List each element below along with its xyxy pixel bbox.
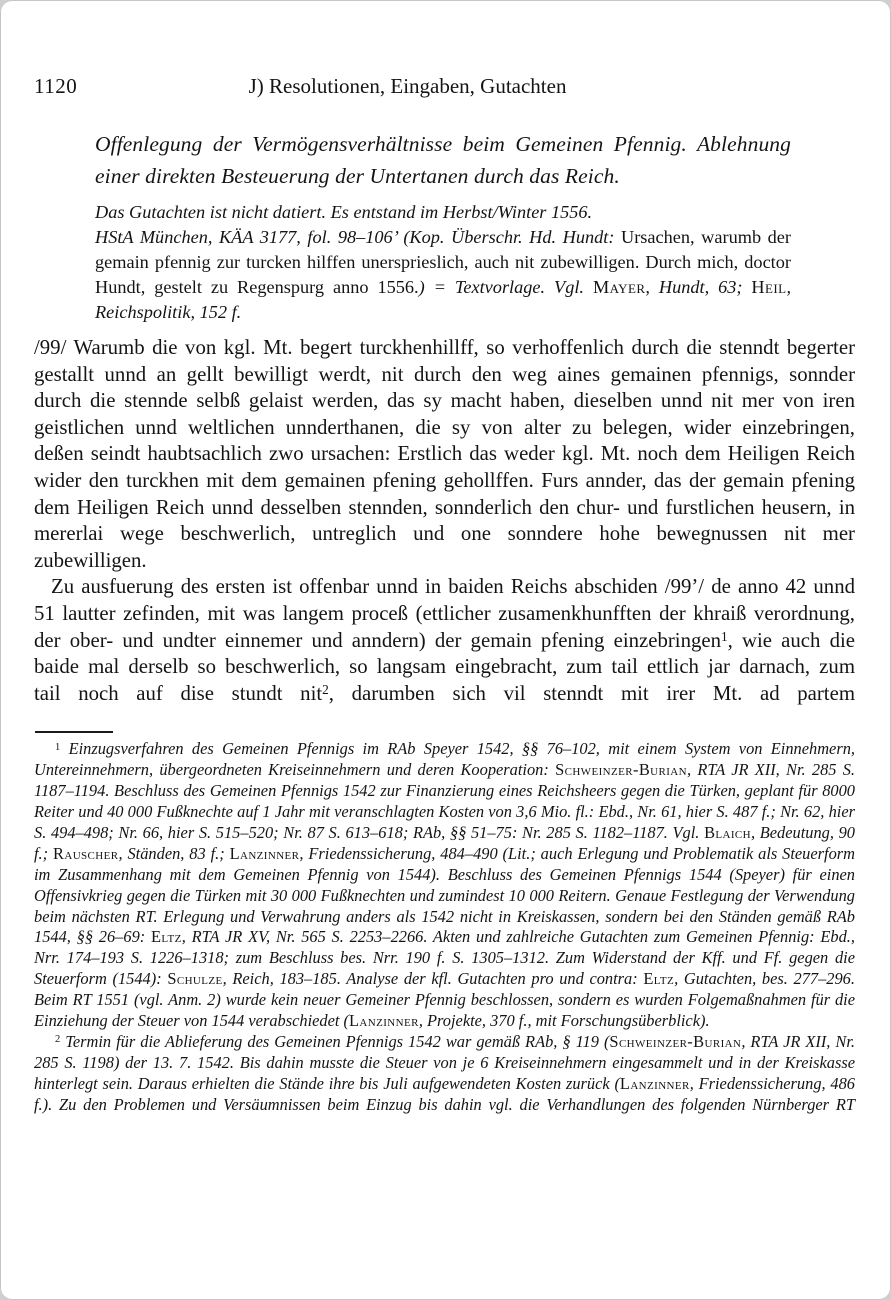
body-paragraph-1: /99/ Warumb die von kgl. Mt. begert turckhenhillff, so verhoffenlich durch die stenndt begerter gestallt unnd an gellt bewilligt werdt, nit durch den weg aines gemainen pfennigs, sonnder durch die stennde selbß gelaist werden, das sy macht haben, dieselben unnd nit mer von iren geistlichen unnd weltlichen unnderthanen, die sy von alter zu belegen, wider einzebringen, deßen seindt haubtsachlich zwo ursachen: Erstlich das weder kgl. Mt. noch dem Heiligen Reich wider den turckhen mit dem gemainen pfening gehollffen. Furs annder, das der gemain pfening dem Heiligen Reich unnd desselben stennden, sonnderlich den chur- und furstlichen heusern, in mererlai wege beschwerlich, untreglich und one sonndere hohe bewegnussen nit mer zubewilligen. — [34, 336, 855, 572]
page-number: 1120 — [34, 74, 78, 98]
source-note-provenance: HStA München, KÄA 3177, fol. 98–106’ (Kop. Überschr. Hd. Hundt: Ursachen, warumb der gemain pfennig zur turcken hilffen unersprieslich, auch nit zubewilligen. Durch mich, doctor Hundt, gestelt zu Regenspurg anno 1556.) = Textvorlage. Vgl. Mayer, Hundt, 63; Heil, Reichspolitik, 152 f. — [95, 227, 792, 322]
running-header-title: J) Resolutionen, Eingaben, Gutachten — [248, 74, 567, 98]
document-heading: Offenlegung der Vermögensverhältnisse beim Gemeinen Pfennig. Ablehnung einer direkten Besteuerung der Untertanen durch das Reich. — [95, 132, 791, 188]
footnotes-section — [34, 739, 855, 1115]
footnote-separator-rule — [35, 731, 113, 733]
source-note-dating: Das Gutachten ist nicht datiert. Es entstand im Herbst/Winter 1556. — [95, 202, 593, 222]
running-header — [34, 74, 855, 100]
body-paragraph-2: Zu ausfuerung des ersten ist offenbar unnd in baiden Reichs abschiden /99’/ de anno 42 unnd 51 lautter zefinden, mit was langem proceß (ettlicher zusamenkhunfften der khraiß verordnung, der ober- und undter einnemer und anndern) der gemain pfening einzebringen$^1$, wie auch die baide mal derselb so beschwerlich, so langsam eingebracht, zum tail ettlich jar darnach, zum tail noch auf dise stundt nit$^2$, darumben sich vil stenndt mit irer Mt. ad partem — [34, 575, 855, 705]
footnote-1: $^1$ Einzugsverfahren des Gemeinen Pfennigs im RAb Speyer 1542, §§ 76–102, mit einem System von Einnehmern, Untereinnehmern, übergeordneten Kreiseinnehmern und deren Kooperation: Schweinzer-Burian, RTA JR XII, Nr. 285 S. 1187–1194. Beschluss des Gemeinen Pfennigs 1542 zur Finanzierung eines Reichsheers gegen die Türken, geplant für 8000 Reiter und 40 000 Fußknechte auf 1 Jahr mit veranschlagten Kosten von 3,6 Mio. fl.: Ebd., Nr. 61, hier S. 487 f.; Nr. 62, hier S. 494–498; Nr. 66, hier S. 515–520; Nr. 87 S. 613–618; RAb, §§ 51–75: Nr. 285 S. 1182–1187. Vgl. Blaich, Bedeutung, 90 f.; Rauscher, Ständen, 83 f.; Lanzinner, Friedenssicherung, 484–490 (Lit.; auch Erlegung und Problematik als Steuerform im Zusammenhang mit dem Gemeinen Pfennig von 1544). Beschluss des Gemeinen Pfennigs 1544 (Speyer) für einen Offensivkrieg gegen die Türken mit 30 000 Fußknechten und zumindest 10 000 Reitern. Genaue Festlegung der Verwendung beim nächsten RT. Erlegung und Verwahrung anders als 1542 nicht in Kreiskassen, sondern bei den Ständen gemäß RAb 1544, §§ 26–69: Eltz, RTA JR XV, Nr. 565 S. 2253–2266. Akten und zahlreiche Gutachten zum Gemeinen Pfennig: Ebd., Nrr. 174–193 S. 1226–1318; zum Beschluss bes. Nrr. 190 f. S. 1305–1312. Zum Widerstand der Kff. und Ff. gegen die Steuerform (1544): Schulze, Reich, 183–185. Analyse der kfl. Gutachten pro und contra: Eltz, Gutachten, bes. 277–296. Beim RT 1551 (vgl. Anm. 2) wurde kein neuer Gemeiner Pfennig beschlossen, sondern es wurden Folgemaßnahmen für die Einziehung der Steuer von 1544 verabschiedet (Lanzinner, Projekte, 370 f., mit Forschungsüberblick). — [34, 739, 855, 1031]
main-text — [34, 335, 855, 707]
footnote-2: $^2$ Termin für die Ablieferung des Gemeinen Pfennigs 1542 war gemäß RAb, § 119 (Schweinzer-Burian, RTA JR XII, Nr. 285 S. 1198) der 13. 7. 1542. Bis dahin musste die Steuer von je 6 Kreiseinnehmern eingesammelt und in der Kreiskasse hinterlegt sein. Daraus erhielten die Stände ihre bis Juli aufgewendeten Kosten zurück (Lanzinner, Friedenssicherung, 486 f.). Zu den Problemen und Versäumnissen beim Einzug bis dahin vgl. die Verhandlungen des folgenden Nürnberger RT — [34, 1032, 855, 1114]
source-note — [95, 200, 791, 325]
